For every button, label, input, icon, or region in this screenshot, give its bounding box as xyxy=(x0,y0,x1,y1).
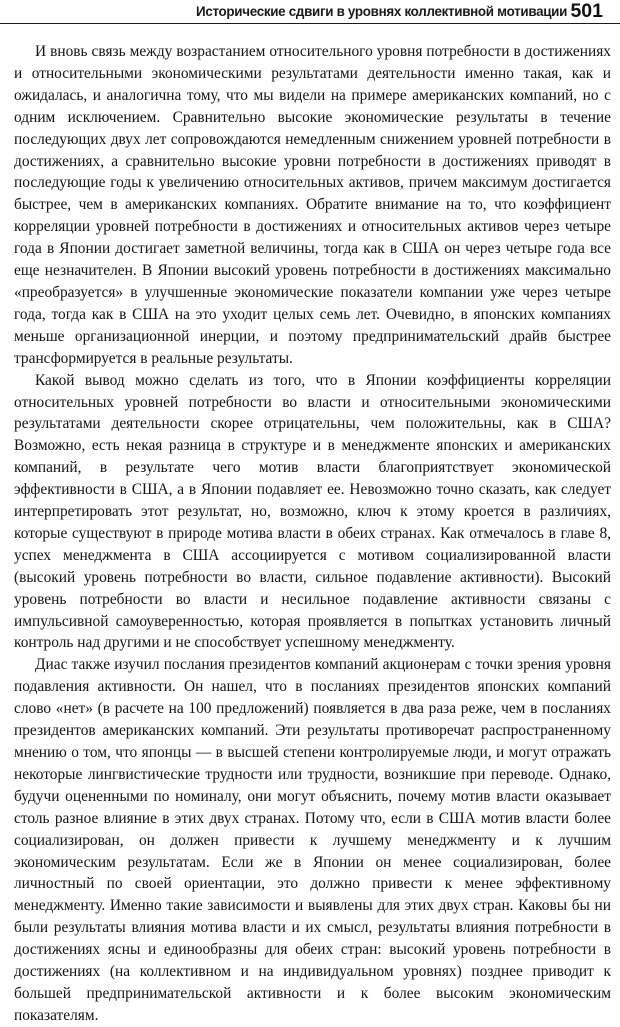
page-number: 501 xyxy=(570,0,603,22)
paragraph-2: Какой вывод можно сделать из того, что в Японии коэффициенты корреляции относительных уровней потребности во власти и относительными экономическими результатами деятельности скорее отрицательны, чем положительны, как в США? Возможно, есть некая разница в структуре и в менеджменте японских и американских компаний, в результате чего мотив власти благоприятствует экономической эффективности в США, а в Японии подавляет ее. Невозможно точно сказать, как следует интерпретировать этот результат, но, возможно, ключ к этому кроется в различиях, которые существуют в природе мотива власти в обеих странах. Как отмечалось в главе 8, успех менеджмента в США ассоциируется с мотивом социализированной власти (высокий уровень потребности во власти, сильное подавление активности). Высокий уровень потребности во власти и несильное подавление активности связаны с импульсивной самоуверенностью, которая проявляется в попытках установить личный контроль над другими и не способствует успешному менеджменту. xyxy=(14,371,611,652)
paragraph-3: Диас также изучил послания президентов компаний акционерам с точки зрения уровня подавления активности. Он нашел, что в посланиях президентов японских компаний слово «нет» (в расчете на 100 предложений) появляется в два раза реже, чем в посланиях президентов американских компаний. Эти результаты противоречат распространенному мнению о том, что японцы — в высшей степени контролируемые люди, и могут отражать некоторые лингвистические трудности или трудности, возникшие при переводе. Однако, будучи оцененными по номиналу, они могут объяснить, почему мотив власти оказывает столь разное влияние в этих двух странах. Потому что, если в США мотив власти более социализирован, он должен привести к лучшему менеджменту и к лучшим экономическим результатам. Если же в Японии он менее социализирован, более личностный по своей ориентации, это должно привести к менее эффективному менеджменту. Именно такие зависимости и выявлены для этих двух стран. Каковы бы ни были результаты влияния мотива власти и их смысл, результаты влияния потребности в достижениях ясны и единообразны для обеих стран: высокий уровень потребности в достижениях (на коллективном и на индивидуальном уровнях) позднее приводит к большей предпринимательской активности и к более высоким экономическим показателям. xyxy=(14,656,611,1024)
header-rule xyxy=(0,23,620,24)
running-title: Исторические сдвиги в уровнях коллективной мотивации xyxy=(196,4,568,19)
paragraph-1: И вновь связь между возрастанием относительного уровня потребности в достижениях и относительными экономическими результатами деятельности именно такая, как и ожидалась, и аналогична тому, что мы видели на примере американских компаний, но с одним исключением. Сравнительно высокие экономические результаты в течение последующих двух лет сопровождаются немедленным снижением уровней потребности в достижениях, а сравнительно высокие уровни потребности в достижениях приводят в последующие годы к увеличению относительных активов, причем максимум достигается быстрее, чем в американских компаниях. Обратите внимание на то, что коэффициент корреляции уровней потребности в достижениях и относительных активов через четыре года в Японии достигает заметной величины, тогда как в США он через четыре года все еще незначителен. В Японии высокий уровень потребности в достижениях максимально «преобразуется» в улучшенные экономические показатели компании уже через четыре года, тогда как в США на это уходит целых семь лет. Очевидно, в японских компаниях меньше организационной инерции, и поэтому предпринимательский драйв быстрее трансформируется в реальные результаты. xyxy=(14,43,611,367)
body-text xyxy=(14,41,611,1027)
running-header xyxy=(0,0,620,30)
